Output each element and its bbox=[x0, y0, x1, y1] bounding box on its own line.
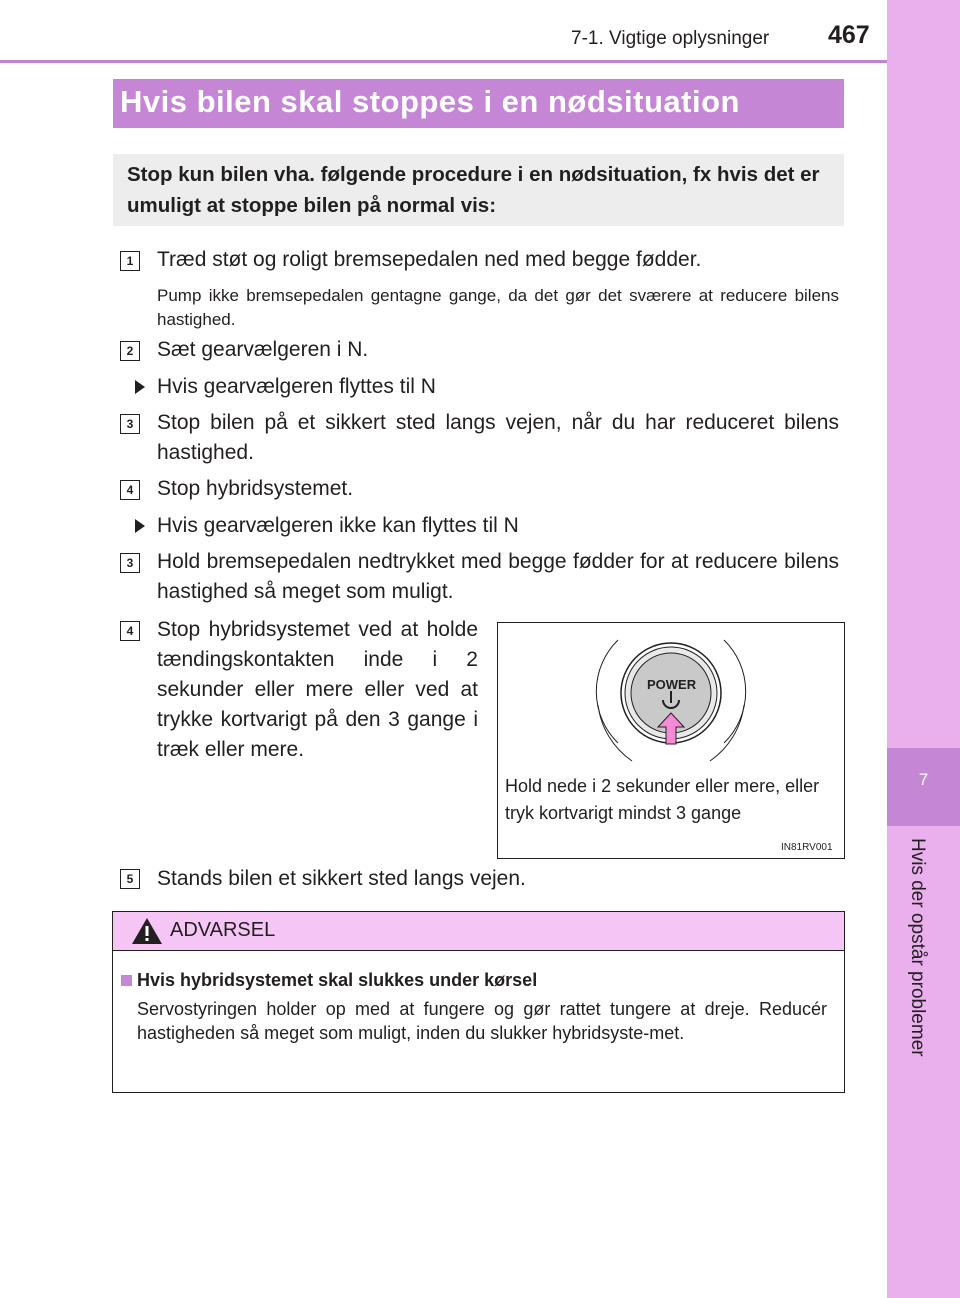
chapter-title: Hvis der opstår problemer bbox=[907, 838, 928, 1057]
step-text: Stop bilen på et sikkert sted langs vejen, når du har reduceret bilens hastighed. bbox=[157, 411, 839, 464]
condition-heading: Hvis gearvælgeren flyttes til N bbox=[157, 375, 436, 398]
step-number: 1 bbox=[120, 251, 140, 271]
page-title-bar bbox=[113, 79, 844, 128]
step-text: Hold bremsepedalen nedtrykket med begge fødder for at reducere bilens hastighed så meget som muligt. bbox=[157, 550, 839, 603]
bullet-square-icon bbox=[121, 975, 132, 986]
intro-box bbox=[113, 154, 844, 226]
page-number: 467 bbox=[828, 21, 870, 49]
page-title: Hvis bilen skal stoppes i en nødsituation bbox=[120, 84, 740, 119]
step-number: 3 bbox=[120, 414, 140, 434]
power-button-label: POWER bbox=[647, 677, 697, 692]
step-number: 4 bbox=[120, 621, 140, 641]
step-text: Træd støt og roligt bremsepedalen ned med begge fødder. bbox=[157, 248, 702, 271]
step-text: Stop hybridsystemet ved at holde tændingskontakten inde i 2 sekunder eller mere eller ved at trykke kortvarigt på den 3 gange i træk eller mere. bbox=[157, 618, 478, 761]
warning-triangle-icon bbox=[130, 916, 164, 946]
step-text: Stands bilen et sikkert sted langs vejen. bbox=[157, 867, 526, 890]
warning-subtitle: Hvis hybridsystemet skal slukkes under kørsel bbox=[137, 970, 538, 990]
step-note: Pump ikke bremsepedalen gentagne gange, da det gør det sværere at reducere bilens hastighed. bbox=[157, 286, 839, 329]
step-number: 2 bbox=[120, 341, 140, 361]
warning-body: Servostyringen holder op med at fungere og gør rattet tungere at dreje. Reducér hastigheden så meget som muligt, inden du slukker hybridsyste-met. bbox=[137, 999, 827, 1043]
figure-code: IN81RV001 bbox=[781, 842, 833, 853]
step-number: 4 bbox=[120, 480, 140, 500]
step-text: Stop hybridsystemet. bbox=[157, 477, 354, 500]
step-number: 5 bbox=[120, 869, 140, 889]
chapter-sidebar bbox=[887, 0, 960, 1298]
condition-heading: Hvis gearvælgeren ikke kan flyttes til N bbox=[157, 514, 519, 537]
chapter-tab bbox=[887, 748, 960, 826]
arrow-right-icon bbox=[135, 380, 145, 394]
step-text: Sæt gearvælgeren i N. bbox=[157, 338, 369, 361]
warning-title: ADVARSEL bbox=[170, 919, 276, 941]
header-rule bbox=[0, 60, 887, 63]
section-title: 7-1. Vigtige oplysninger bbox=[571, 28, 770, 49]
step-number: 3 bbox=[120, 553, 140, 573]
arrow-right-icon bbox=[135, 519, 145, 533]
chapter-number: 7 bbox=[918, 770, 929, 789]
intro-text: Stop kun bilen vha. følgende procedure i en nødsituation, fx hvis det er umuligt at stoppe bilen på normal vis: bbox=[127, 163, 820, 217]
figure-caption: Hold nede i 2 sekunder eller mere, eller tryk kortvarigt mindst 3 gange bbox=[505, 776, 820, 823]
